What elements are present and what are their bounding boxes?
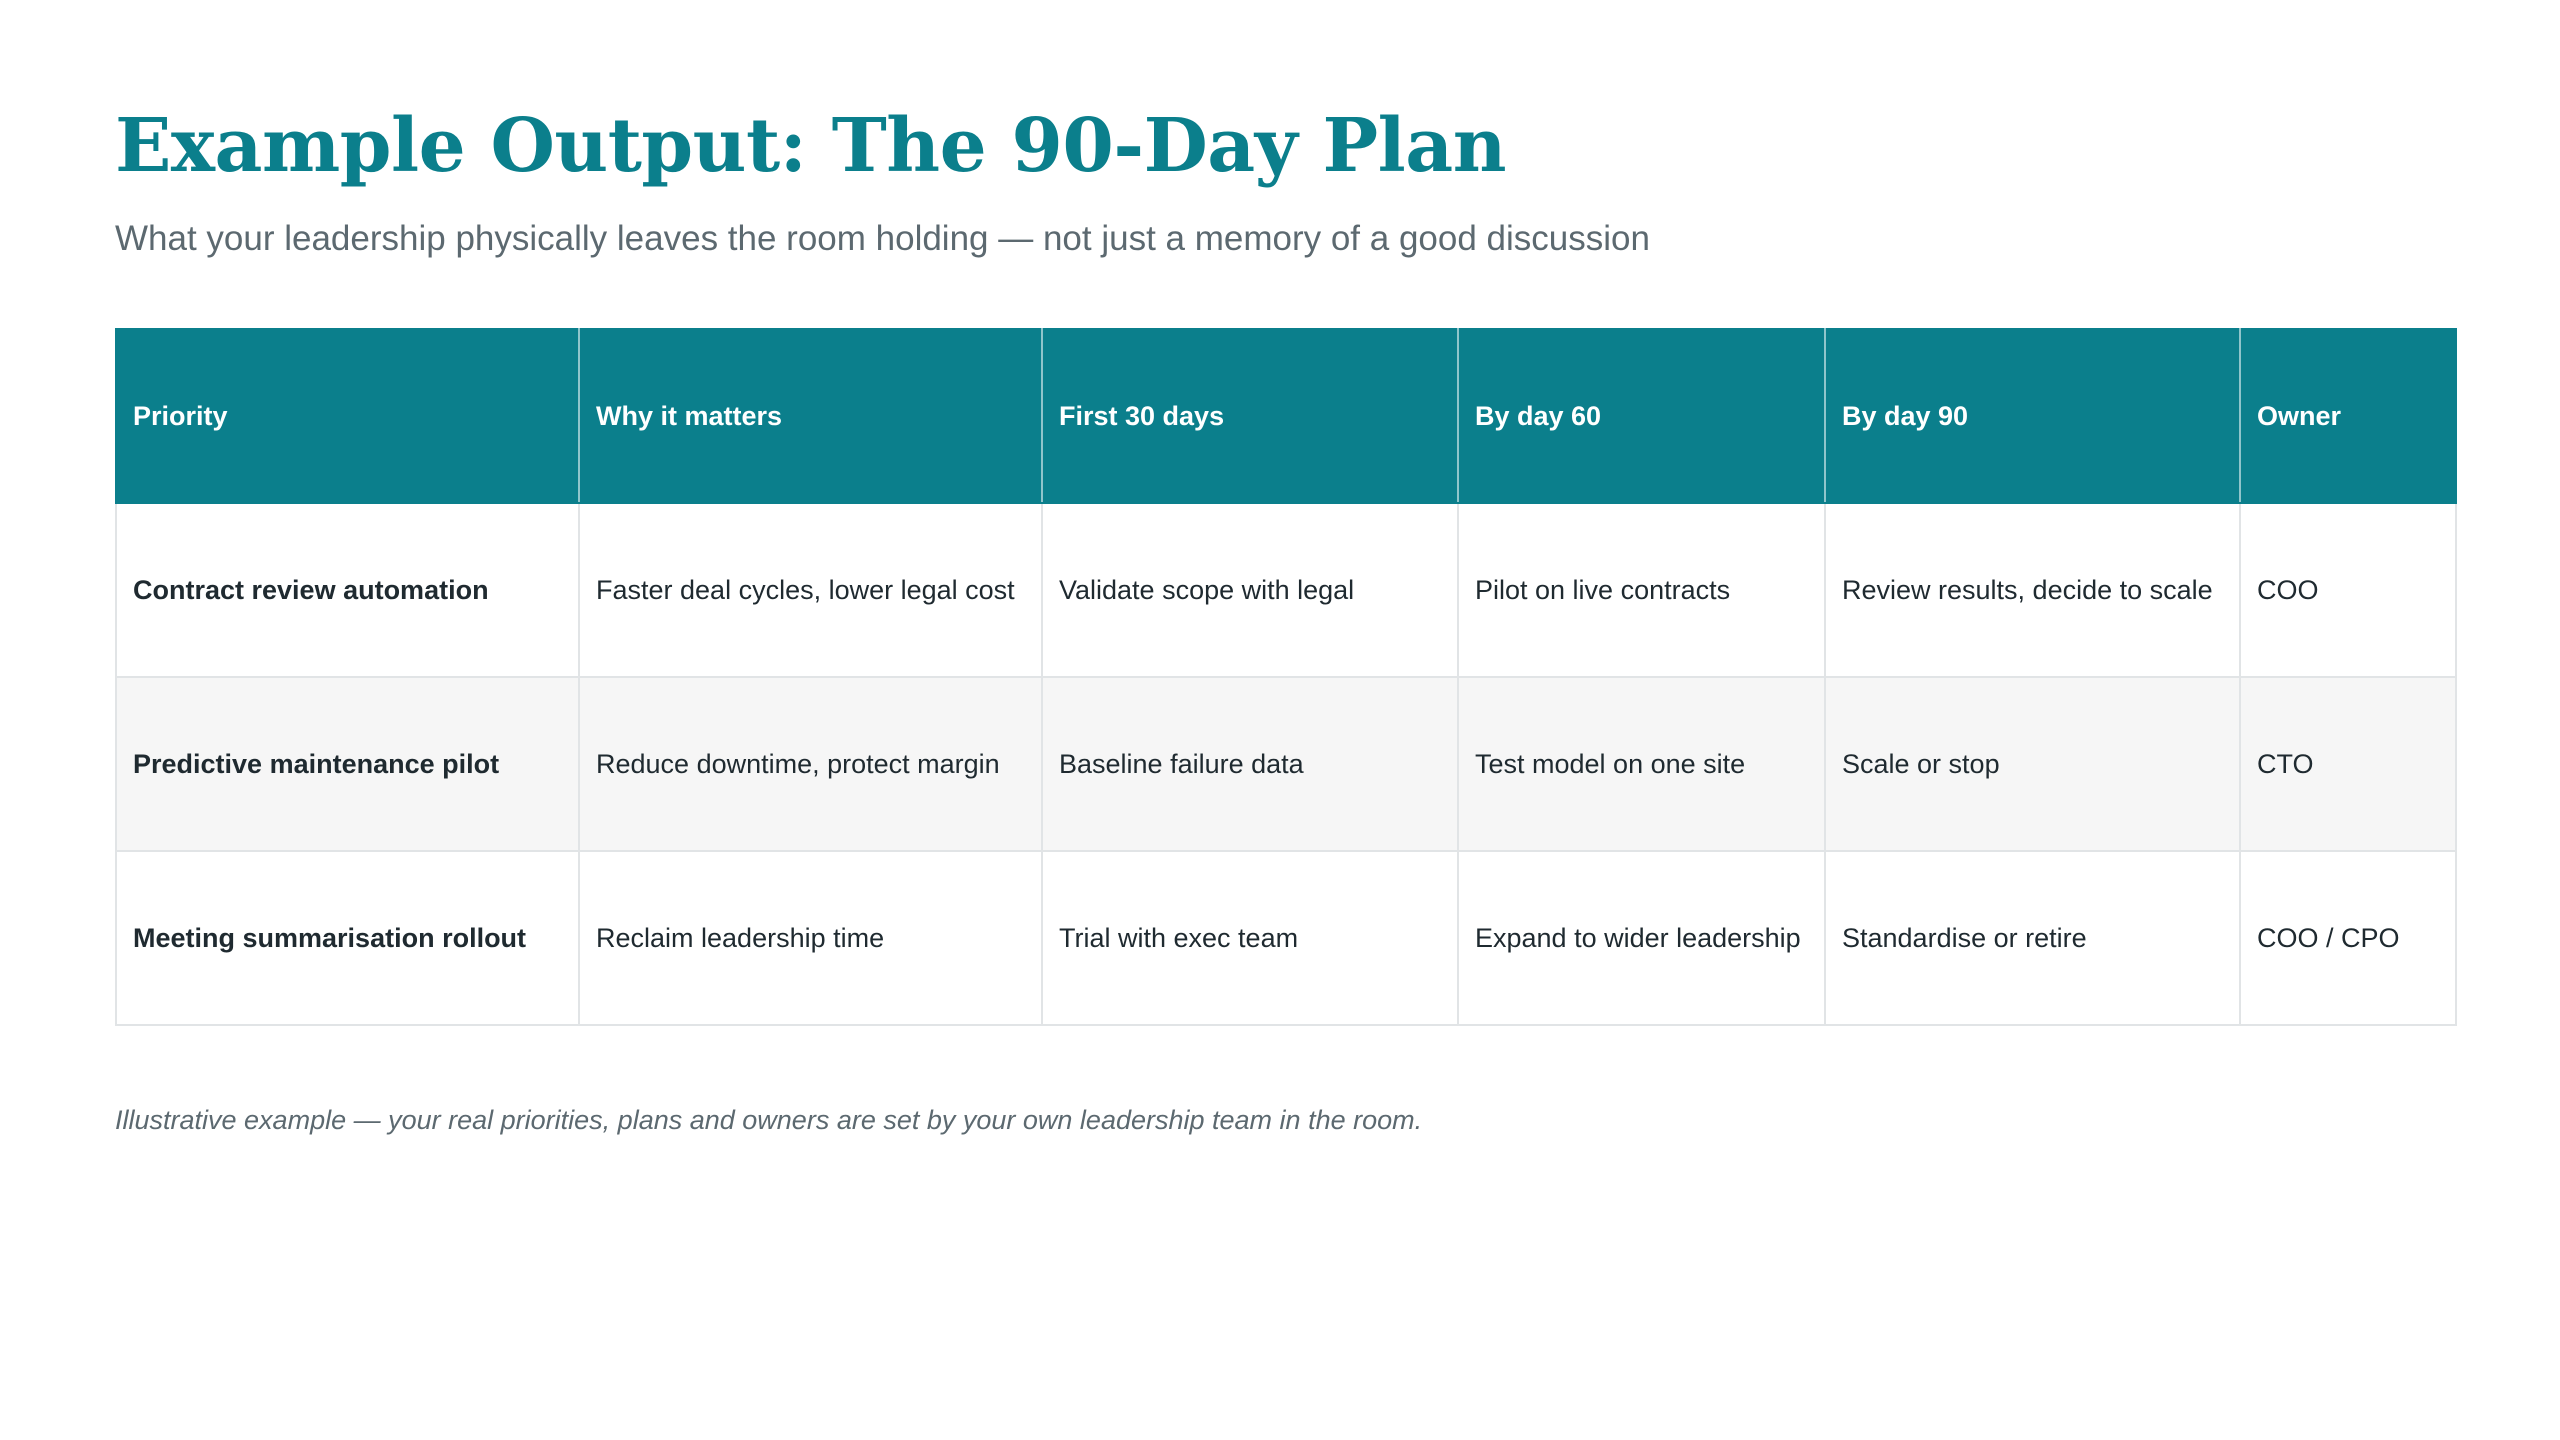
cell-owner: COO <box>2240 503 2456 677</box>
column-header-by-day-60: By day 60 <box>1458 329 1825 503</box>
cell-priority: Predictive maintenance pilot <box>116 677 579 851</box>
ninety-day-plan-table <box>115 328 2457 1026</box>
table-row <box>116 677 2456 851</box>
cell-priority: Contract review automation <box>116 503 579 677</box>
cell-owner: COO / CPO <box>2240 851 2456 1025</box>
column-header-priority: Priority <box>116 329 579 503</box>
column-header-first-30-days: First 30 days <box>1042 329 1458 503</box>
column-header-owner: Owner <box>2240 329 2456 503</box>
footnote: Illustrative example — your real priorities, plans and owners are set by your own leadership team in the room. <box>115 1105 1423 1135</box>
cell-priority: Meeting summarisation rollout <box>116 851 579 1025</box>
column-header-by-day-90: By day 90 <box>1825 329 2240 503</box>
cell-first-30-days: Validate scope with legal <box>1042 503 1458 677</box>
cell-why-it-matters: Reclaim leadership time <box>579 851 1042 1025</box>
cell-by-day-90: Review results, decide to scale <box>1825 503 2240 677</box>
page-title: Example Output: The 90-Day Plan <box>115 103 1507 189</box>
column-header-why-it-matters: Why it matters <box>579 329 1042 503</box>
page-subtitle: What your leadership physically leaves the room holding — not just a memory of a good discussion <box>115 219 1650 258</box>
table-header-row <box>116 329 2456 503</box>
cell-why-it-matters: Reduce downtime, protect margin <box>579 677 1042 851</box>
cell-owner: CTO <box>2240 677 2456 851</box>
cell-by-day-60: Test model on one site <box>1458 677 1825 851</box>
cell-first-30-days: Baseline failure data <box>1042 677 1458 851</box>
table-row <box>116 503 2456 677</box>
table-row <box>116 851 2456 1025</box>
cell-by-day-60: Expand to wider leadership <box>1458 851 1825 1025</box>
cell-by-day-90: Standardise or retire <box>1825 851 2240 1025</box>
cell-first-30-days: Trial with exec team <box>1042 851 1458 1025</box>
cell-by-day-90: Scale or stop <box>1825 677 2240 851</box>
cell-why-it-matters: Faster deal cycles, lower legal cost <box>579 503 1042 677</box>
cell-by-day-60: Pilot on live contracts <box>1458 503 1825 677</box>
